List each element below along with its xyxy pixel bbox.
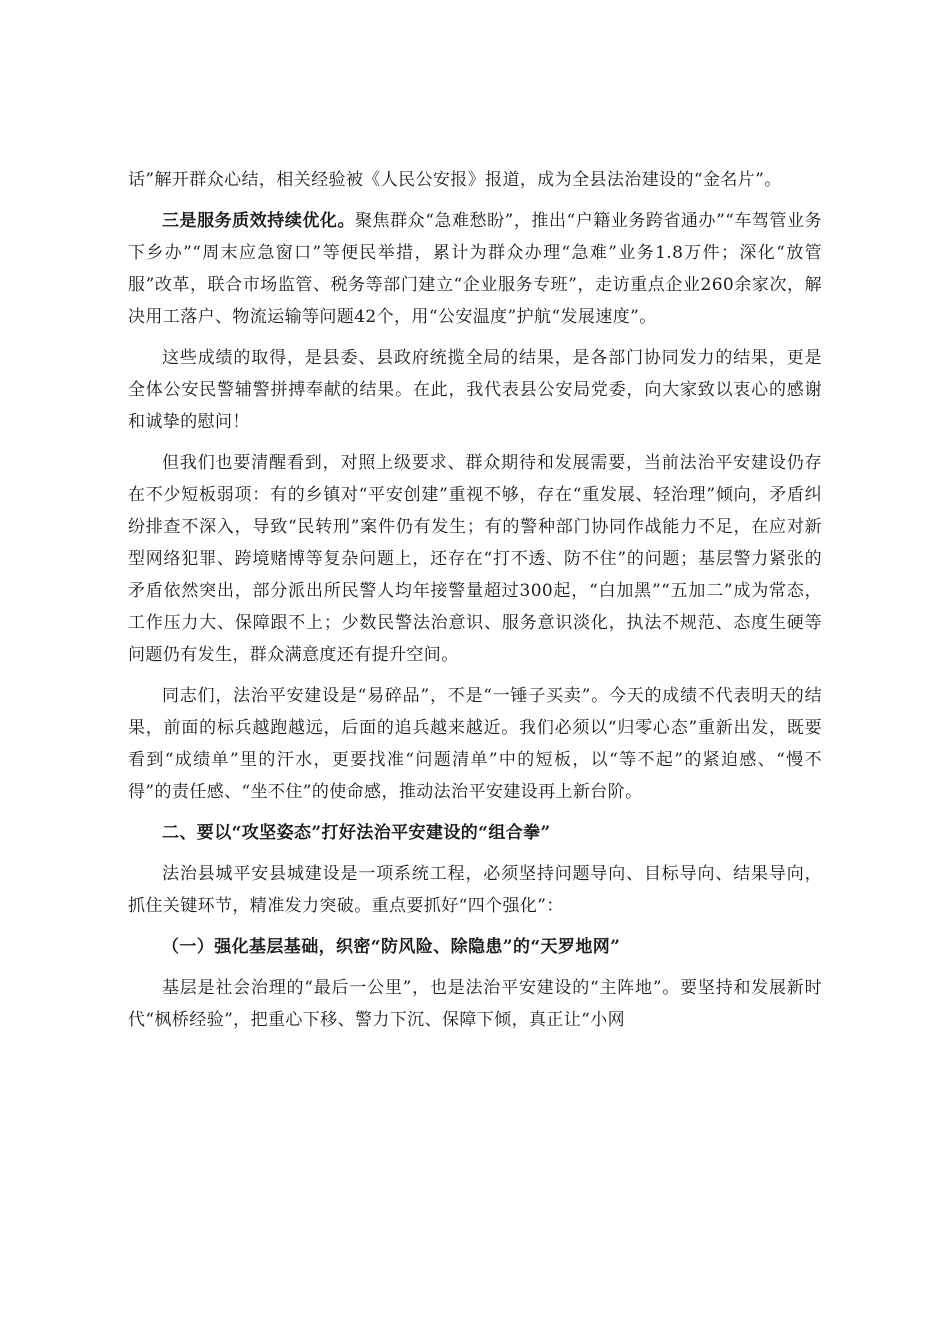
paragraph-continuation xyxy=(128,164,822,196)
paragraph-text: 聚焦群众“急难愁盼”，推出“户籍业务跨省通办”“车驾管业务下乡办”“周末应急窗口”等便民举措，累计为群众办理“急难”业务1.8万件；深化“放管服”改革，联合市场监管、税务等部门建立“企业服务专班”，走访重点企业260余家次，解决用工落户、物流运输等问题42个，用“公安温度”护航“发展速度”。 xyxy=(128,211,822,327)
paragraph-lead: 三是服务质效持续优化。 xyxy=(162,211,356,231)
document-body xyxy=(128,164,822,1045)
section-intro: 法治县城平安县城建设是一项系统工程，必须坚持问题导向、目标导向、结果导向，抓住关键环节，精准发力突破。重点要抓好“四个强化”： xyxy=(128,864,822,916)
paragraph-text: 话”解开群众心结，相关经验被《人民公安报》报道，成为全县法治建设的“金名片”。 xyxy=(128,170,782,190)
section-heading: 二、要以“攻坚姿态”打好法治平安建设的“组合拳” xyxy=(162,823,551,843)
paragraph-text: 这些成绩的取得，是县委、县政府统揽全局的结果，是各部门协同发力的结果，更是全体公安民警辅警拼搏奉献的结果。在此，我代表县公安局党委，向大家致以衷心的感谢和诚挚的慰问！ xyxy=(128,348,822,432)
paragraph-service-quality xyxy=(128,205,822,333)
sub-heading: （一）强化基层基础，织密“防风险、除隐患”的“天罗地网” xyxy=(162,937,621,957)
paragraph-text: 同志们，法治平安建设是“易碎品”，不是“一锤子买卖”。今天的成绩不代表明天的结果，前面的标兵越跑越远，后面的追兵越来越近。我们必须以“归零心态”重新出发，既要看到“成绩单”里的汗水，更要找准“问题清单”中的短板，以“等不起”的紧迫感、“慢不得”的责任感、“坐不住”的使命感，推动法治平安建设再上新台阶。 xyxy=(128,686,822,802)
paragraph-text: 但我们也要清醒看到，对照上级要求、群众期待和发展需要，当前法治平安建设仍存在不少短板弱项：有的乡镇对“平安创建”重视不够，存在“重发展、轻治理”倾向，矛盾纠纷排查不深入，导致“民转刑”案件仍有发生；有的警种部门协同作战能力不足，在应对新型网络犯罪、跨境赌博等复杂问题上，还存在“打不透、防不住”的问题；基层警力紧张的矛盾依然突出，部分派出所民警人均年接警量超过300起，“白加黑”“五加二”成为常态，工作压力大、保障跟不上；少数民警法治意识、服务意识淡化，执法不规范、态度生硬等问题仍有发生，群众满意度还有提升空间。 xyxy=(128,453,822,665)
paragraph-grassroots: 基层是社会治理的“最后一公里”，也是法治平安建设的“主阵地”。要坚持和发展新时代“枫桥经验”，把重心下移、警力下沉、保障下倾，真正让“小网 xyxy=(128,978,822,1030)
paragraph-comrades xyxy=(128,680,822,808)
paragraph-shortcomings xyxy=(128,447,822,671)
paragraph-achievements xyxy=(128,342,822,438)
